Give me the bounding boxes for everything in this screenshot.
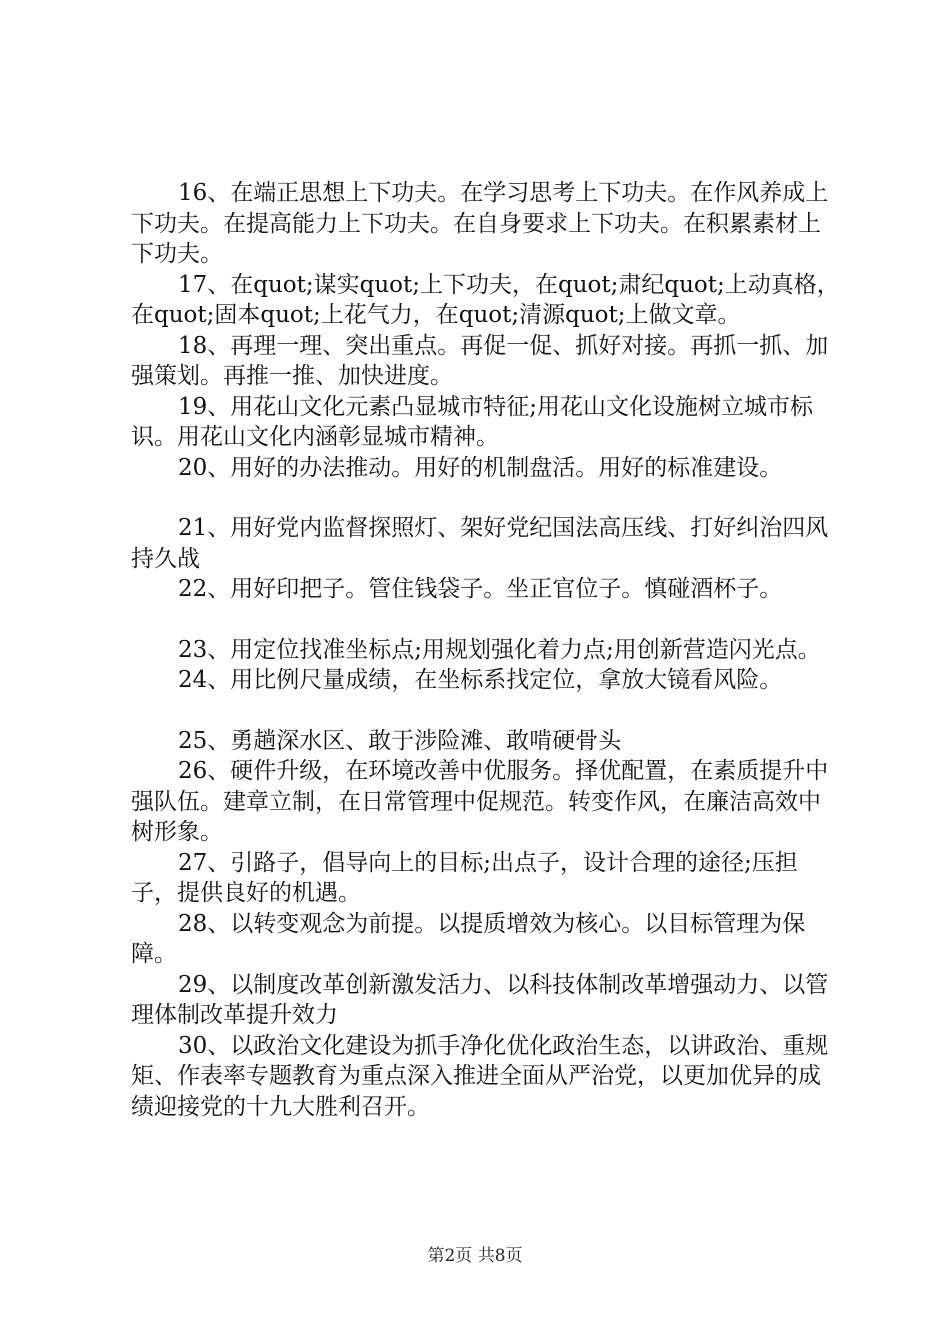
paragraph-25: 25、勇趟深水区、敢于涉险滩、敢啃硬骨头 bbox=[178, 727, 622, 754]
paragraph-26: 26、硬件升级，在环境改善中优服务。择优配置，在素质提升中强队伍。建章立制，在日常管理中促规范。转变作风，在廉洁高效中树形象。 bbox=[131, 758, 829, 845]
paragraph-18: 18、再理一理、突出重点。再促一促、抓好对接。再抓一抓、加强策划。再推一推、加快进度。 bbox=[131, 332, 829, 389]
paragraph-29: 29、以制度改革创新激发活力、以科技体制改革增强动力、以管理体制改革提升效力 bbox=[131, 971, 829, 1028]
paragraph-30: 30、以政治文化建设为抓手净化优化政治生态，以讲政治、重规矩、作表率专题教育为重点深入推进全面从严治党，以更加优异的成绩迎接党的十九大胜利召开。 bbox=[131, 1032, 829, 1120]
document-body bbox=[131, 178, 843, 1122]
paragraph-24: 24、用比例尺量成绩，在坐标系找定位，拿放大镜看风险。 bbox=[178, 667, 783, 693]
paragraph-22: 22、用好印把子。管住钱袋子。坐正官位子。慎碰酒杯子。 bbox=[178, 576, 783, 602]
paragraph-21: 21、用好党内监督探照灯、架好党纪国法高压线、打好纠治四风持久战 bbox=[131, 515, 829, 572]
page-number-footer: 第2页 共8页 bbox=[427, 1246, 523, 1266]
paragraph-16: 16、在端正思想上下功夫。在学习思考上下功夫。在作风养成上下功夫。在提高能力上下功夫。在自身要求上下功夫。在积累素材上下功夫。 bbox=[131, 180, 829, 267]
paragraph-27: 27、引路子，倡导向上的目标;出点子，设计合理的途径;压担子，提供良好的机遇。 bbox=[131, 849, 798, 906]
paragraph-17: 17、在quot;谋实quot;上下功夫，在quot;肃纪quot;上动真格，在quot;固本quot;上花气力，在quot;清源quot;上做文章。 bbox=[131, 271, 840, 328]
paragraph-20: 20、用好的办法推动。用好的机制盘活。用好的标准建设。 bbox=[178, 454, 783, 481]
paragraph-28: 28、以转变观念为前提。以提质增效为核心。以目标管理为保障。 bbox=[131, 910, 806, 967]
paragraph-23: 23、用定位找准坐标点;用规划强化着力点;用创新营造闪光点。 bbox=[178, 636, 821, 663]
paragraph-19: 19、用花山文化元素凸显城市特征;用花山文化设施树立城市标识。用花山文化内涵彰显城市精神。 bbox=[131, 393, 814, 450]
